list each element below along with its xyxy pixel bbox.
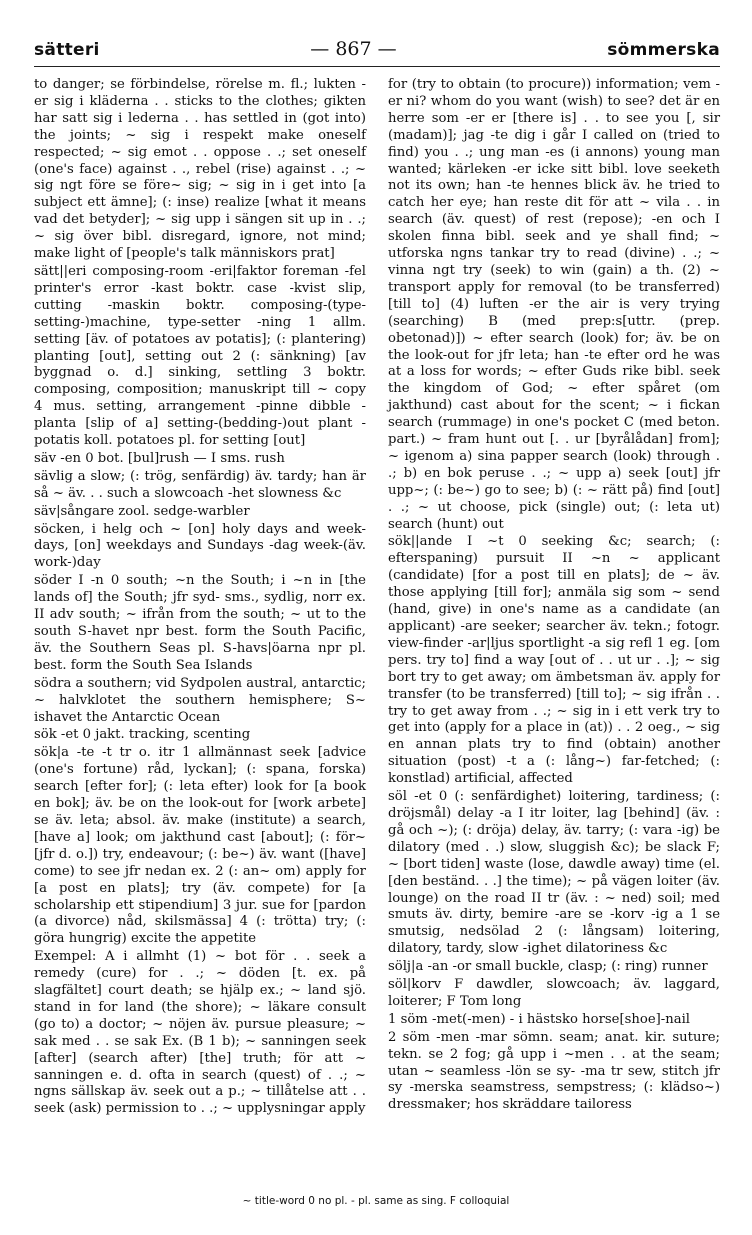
entry-socken: söcken, i helg och ~ [on] holy days and week-days, [on] weekdays and Sundays -dag week-(äv. work-)day <box>34 521 366 571</box>
entry-satta-continued: to danger; se förbindelse, rörelse m. fl.; lukten -er sig i kläderna . . sticks to the clothes; gikten har satt sig i lederna . . has settled in (got into) the joints; ~ sig i respekt make oneself respected; ~ sig emot . . oppose . .; set oneself (one's face) against . ., rebel (rise) against . .; ~ sig ngt före se före~ sig; ~ sig in i get into [a subject ett ämne]; (: inse) realize [what it means vad det betyder]; ~ sig upp i sängen sit up in . .; ~ sig över bibl. disregard, ignore, not mind; make light of [people's talk människors prat] <box>34 77 366 262</box>
entry-solkorv: söl|korv F dawdler, slowcoach; äv. laggard, loiterer; F Tom long <box>388 977 720 1009</box>
entry-som-1: 1 söm -met(-men) - i hästsko horse[shoe]-nail <box>388 1011 691 1027</box>
entry-sok: sök -et 0 jakt. tracking, scenting <box>34 727 251 743</box>
page-number: — 867 — <box>310 38 397 60</box>
entry-soka: sök|a -te -t tr o. itr 1 allmännast seek [advice (one's fortune) råd, lyckan]; (: spana, forska) search [efter for]; (: leta efter) look for [a book en bok]; äv. be on the look-out for [work arbete] se äv. leta; absol. äv. make (institute) a search, [have a] look; om jakthund cast [about]; (: för~ [jfr d. o.]) try, endeavour; (: be~) äv. want ([have] come) to see jfr nedan ex. 2 (: an~ om) apply for [a post en plats]; try (äv. compete) for [a scholarship ett stipendium] 3 jur. sue for [pardon (a divorce) nåd, skilsmässa] 4 (: trötta) try; (: göra hungrig) excite the appetite <box>34 745 366 947</box>
entry-sav: säv -en 0 bot. [bul]rush — I sms. rush <box>34 450 285 466</box>
entry-soder: söder I -n 0 south; ~n the South; i ~n in [the lands of] the South; jfr syd- sms., sydlig, norr ex. II adv south; ~ ifrån from the south; ~ ut to the south S-havet npr best. form the South Pacific, äv. the Southern Seas pl. S-havs|öarna npr pl. best. form the South Sea Islands <box>34 573 366 673</box>
entry-sol: söl -et 0 (: senfärdighet) loitering, tardiness; (: dröjsmål) delay -a I itr loiter, lag [behind] (äv. : gå och ~); (: dröja) delay, äv. tarry; (: vara -ig) be dilatory (med . .) slow, sluggish &c); be slack F; ~ [bort tiden] waste (lose, dawdle away) time (el. [den beständ. . .] the time); ~ på vägen loiter (äv. lounge) on the road II tr (äv. : ~ ned) soil; med smuts äv. dirty, bemire -are se -korv -ig a 1 se smutsig, nedsölad 2 (: långsam) loitering, dilatory, tardy, slow -ighet dilatoriness &c <box>388 789 720 957</box>
entry-savsangare: säv|sångare zool. sedge-warbler <box>34 503 250 519</box>
entry-soka-continued: for (try to obtain (to procure)) information; vem -er ni? whom do you want (wish) to see? det är en herre som -er er [there is] . . to see you [, sir (madam)]; jag -te dig i går I called on (tried to find) you . .; ung man -es (i annons) young man wanted; kärleken -er icke sitt bibl. love seeketh not its own; han -te hennes blick äv. he tried to catch her eye; han reste dit för att ~ vila . . in search (äv. quest) of rest (repose); -en och I skolen finna bibl. seek and ye shall find; ~ utforska ngns tankar try to read (divine) . .; ~ vinna ngt try (seek) to win (gain) a th. (2) ~ transport apply for removal (to be transferred) [till to] (4) luften -er the air is very trying (searching) B (med prep:s[uttr. (prep. obetonad)]) ~ efter search (look) for; äv. be on the look-out for jfr leta; han -te efter ord he was at a loss for words; ~ efter Guds rike bibl. seek the kingdom of God; ~ efter spåret (om jakthund) cast about for the scent; ~ i fickan search (rummage) in one's pocket C (med beton. part.) ~ fram hunt out [. . ur [byrålådan] from]; ~ igenom a) sina papper search (look) through . .; b) en bok peruse . .; ~ upp a) seek [out] jfr upp~; (: be~) go to see; b) (: ~ rätt på) find [out] . .; ~ ut choose, pick (single) out; (: leta ut) search (hunt) out <box>388 77 720 532</box>
header-guide-word-left: sätteri <box>34 40 100 60</box>
header-guide-word-right: sömmerska <box>607 40 720 60</box>
entry-savlig: sävlig a slow; (: trög, senfärdig) äv. tardy; han är så ~ äv. . . such a slowcoach -het slowness &c <box>34 468 366 501</box>
entry-sodra: södra a southern; vid Sydpolen austral, antarctic; ~ halvklotet the southern hemisphere; S~ ishavet the Antarctic Ocean <box>34 675 366 725</box>
entry-satteri: sätt||eri composing-room -eri|faktor foreman -fel printer's error -kast boktr. case -kvist slip, cutting -maskin boktr. composing-(type-setting-)machine, type-setter -ning 1 allm. setting [äv. of potatoes av potatis]; (: plantering) planting [out], setting out 2 (: sänkning) [av byggnad o. d.] sinking, settling 3 boktr. composing, composition; manuskript till ~ copy 4 mus. setting, arrangement -pinne dibble -planta [slip of a] setting-(bedding-)out plant -potatis koll. potatoes pl. for setting [out] <box>34 263 366 449</box>
entry-som-2: 2 söm -men -mar sömn. seam; anat. kir. suture; tekn. se 2 fog; gå upp i ~men . . at the seam; utan ~ seamless -lön se sy- -ma tr sew, stitch jfr sy -merska seamstress, sempstress; (: klädso~) dressmaker; hos skräddare tailoress <box>388 1029 720 1113</box>
entry-solja: sölj|a -an -or small buckle, clasp; (: ring) runner <box>388 959 708 975</box>
columns <box>34 77 720 1118</box>
entry-soka-examples: Exempel: A i allmht (1) ~ bot för . . seek a remedy (cure) for . .; ~ döden [t. ex. på slagfältet] court death; se hjälp ex.; ~ land sjö. stand in for land (the shore); ~ läkare consult (go to) a doctor; ~ nöjen äv. pursue pleasure; ~ sak med . . se sak Ex. (B 1 b); ~ sanningen seek [after] (search after) [the] truth; för att ~ sanningen e. d. ofta in search (quest) of . .; ~ ngns sällskap äv. seek out a p.; ~ tillåtelse att . . seek (ask) permission to . .; ~ upplysningar apply <box>34 949 366 1117</box>
footer-legend: ~ title-word 0 no pl. - pl. same as sing. F colloquial <box>242 1195 510 1207</box>
entry-sokande: sök||ande I ~t 0 seeking &c; search; (: efterspaning) pursuit II ~n ~ applicant (candidate) [for a post till en plats]; de ~ äv. those applying [till for]; anmäla sig som ~ send (hand, give) in one's name as a candidate (an applicant) -are seeker; searcher äv. tekn.; fotogr. view-finder -ar|ljus sportlight -a sig refl 1 eg. [om pers. try to] find a way [out of . . ut ur . .]; ~ sig bort try to get away; om ämbetsman äv. apply for transfer (to be transferred) [till to]; ~ sig ifrån . . try to get away from . .; ~ sig in i ett verk try to get into (apply for a place in (at)) . . 2 oeg., ~ sig en annan plats try to find (obtain) another situation (post) -t a (: lång~) far-fetched; (: konstlad) artificial, affected <box>388 534 720 787</box>
page-header <box>34 38 720 67</box>
left-column <box>34 77 366 1118</box>
right-column <box>388 77 720 1118</box>
